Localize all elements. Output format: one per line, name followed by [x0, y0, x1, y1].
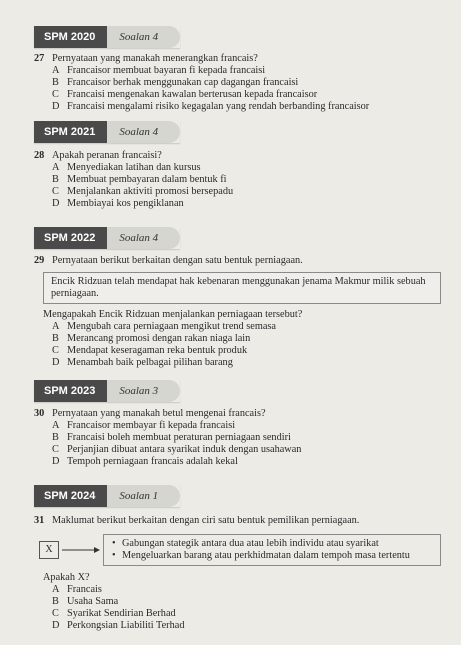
option-text: Mendapat keseragaman reka bentuk produk	[67, 345, 248, 356]
bullet-text: Gabungan stategik antara dua atau lebih individu atau syarikat	[122, 538, 379, 549]
option-letter: D	[52, 620, 60, 631]
option-b[interactable]	[52, 174, 441, 186]
option-text: Membuat pembayaran dalam bentuk fi	[67, 174, 227, 185]
x-box: X	[39, 541, 59, 559]
option-a[interactable]	[52, 584, 441, 596]
option-c[interactable]	[52, 345, 441, 357]
option-d[interactable]	[52, 456, 441, 468]
year-label: SPM 2021	[34, 121, 107, 143]
soalan-label: Soalan 4	[107, 227, 180, 249]
option-text: Syarikat Sendirian Berhad	[67, 608, 176, 619]
option-text: Menambah baik pelbagai pilihan barang	[67, 357, 233, 368]
option-a[interactable]	[52, 321, 441, 333]
question-prompt: Mengapakah Encik Ridzuan menjalankan perniagaan tersebut?	[43, 309, 303, 320]
option-text: Francaisi mengalami risiko kegagalan yang rendah berbanding francaisor	[67, 101, 370, 112]
option-text: Francaisor berhak menggunakan cap dagangan francaisi	[67, 77, 299, 88]
option-letter: B	[52, 596, 59, 607]
option-b[interactable]	[52, 432, 441, 444]
arrow-icon	[61, 545, 101, 555]
bullet-icon: •	[112, 538, 116, 549]
option-letter: D	[52, 456, 60, 467]
year-label: SPM 2023	[34, 380, 107, 402]
question-stem: Pernyataan yang manakah menerangkan francais?	[52, 53, 258, 64]
year-label: SPM 2024	[34, 485, 107, 507]
option-letter: A	[52, 321, 60, 332]
option-b[interactable]	[52, 333, 441, 345]
option-letter: A	[52, 65, 60, 76]
question-31	[34, 515, 441, 632]
characteristics-box	[103, 534, 441, 566]
question-prompt: Apakah X?	[43, 572, 90, 583]
option-a[interactable]	[52, 162, 441, 174]
option-text: Merancang promosi dengan rakan niaga lain	[67, 333, 251, 344]
option-letter: B	[52, 333, 59, 344]
option-letter: A	[52, 584, 60, 595]
year-tag-2024	[34, 485, 180, 507]
statement-box: Encik Ridzuan telah mendapat hak kebenaran menggunakan jenama Makmur milik sebuah perniagaan.	[43, 272, 441, 304]
option-c[interactable]	[52, 89, 441, 101]
option-d[interactable]	[52, 620, 441, 632]
option-a[interactable]	[52, 65, 441, 77]
option-text: Francaisi mengenakan kawalan berterusan kepada francaisor	[67, 89, 318, 100]
option-text: Perkongsian Liabiliti Terhad	[67, 620, 185, 631]
question-stem: Apakah peranan francaisi?	[52, 150, 162, 161]
option-letter: D	[52, 101, 60, 112]
year-tag-2023	[34, 380, 180, 402]
year-label: SPM 2022	[34, 227, 107, 249]
soalan-label: Soalan 4	[107, 26, 180, 48]
option-d[interactable]	[52, 198, 441, 210]
option-text: Francaisi boleh membuat peraturan perniagaan sendiri	[67, 432, 291, 443]
option-letter: C	[52, 345, 59, 356]
question-number: 29	[34, 255, 45, 266]
year-tag-2021	[34, 121, 180, 143]
soalan-label: Soalan 4	[107, 121, 180, 143]
question-29	[34, 255, 441, 369]
characteristics-diagram	[39, 534, 441, 566]
question-number: 28	[34, 150, 45, 161]
option-a[interactable]	[52, 420, 441, 432]
option-letter: C	[52, 608, 59, 619]
year-tag-2022	[34, 227, 180, 249]
option-letter: D	[52, 198, 60, 209]
bullet-icon: •	[112, 550, 116, 561]
year-tag-2020	[34, 26, 180, 48]
option-letter: A	[52, 420, 60, 431]
bullet-item	[112, 538, 432, 550]
option-c[interactable]	[52, 608, 441, 620]
option-d[interactable]	[52, 357, 441, 369]
option-text: Francaisor membuat bayaran fi kepada francaisi	[67, 65, 266, 76]
option-text: Menjalankan aktiviti promosi bersepadu	[67, 186, 234, 197]
question-number: 27	[34, 53, 45, 64]
question-number: 31	[34, 515, 45, 526]
option-letter: B	[52, 432, 59, 443]
option-text: Francaisor membayar fi kepada francaisi	[67, 420, 236, 431]
option-letter: C	[52, 89, 59, 100]
question-30	[34, 408, 441, 468]
option-text: Usaha Sama	[67, 596, 119, 607]
option-letter: B	[52, 174, 59, 185]
question-stem: Maklumat berikut berkaitan dengan ciri satu bentuk pemilikan perniagaan.	[52, 515, 360, 526]
question-number: 30	[34, 408, 45, 419]
soalan-label: Soalan 3	[107, 380, 180, 402]
option-c[interactable]	[52, 444, 441, 456]
question-stem: Pernyataan yang manakah betul mengenai francais?	[52, 408, 266, 419]
bullet-text: Mengeluarkan barang atau perkhidmatan dalam tempoh masa tertentu	[122, 550, 410, 561]
option-letter: C	[52, 186, 59, 197]
option-text: Tempoh perniagaan francais adalah kekal	[67, 456, 238, 467]
option-c[interactable]	[52, 186, 441, 198]
question-stem: Pernyataan berikut berkaitan dengan satu bentuk perniagaan.	[52, 255, 303, 266]
option-letter: A	[52, 162, 60, 173]
option-text: Perjanjian dibuat antara syarikat induk dengan usahawan	[67, 444, 302, 455]
option-b[interactable]	[52, 596, 441, 608]
option-text: Membiayai kos pengiklanan	[67, 198, 184, 209]
question-28	[34, 150, 441, 210]
option-letter: B	[52, 77, 59, 88]
option-b[interactable]	[52, 77, 441, 89]
option-d[interactable]	[52, 101, 441, 113]
option-text: Francais	[67, 584, 102, 595]
option-letter: D	[52, 357, 60, 368]
option-text: Menyediakan latihan dan kursus	[67, 162, 201, 173]
year-label: SPM 2020	[34, 26, 107, 48]
option-letter: C	[52, 444, 59, 455]
soalan-label: Soalan 1	[107, 485, 180, 507]
option-text: Mengubah cara perniagaan mengikut trend semasa	[67, 321, 276, 332]
question-27	[34, 53, 441, 113]
bullet-item	[112, 550, 432, 562]
